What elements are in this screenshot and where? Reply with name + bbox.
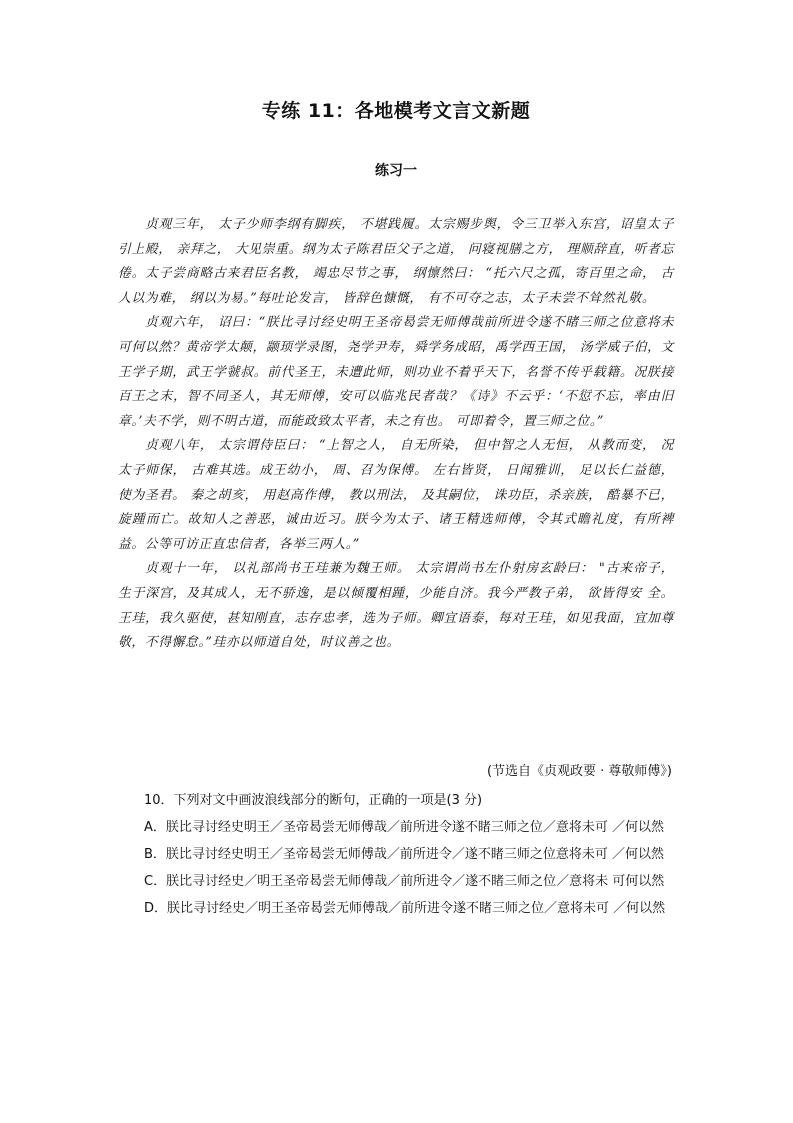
page-title: 专练 11：各地模考文言文新题 (261, 100, 531, 122)
option-c: C．朕比寻讨经史／明王圣帝曷尝无师傅哉／前所进令／遂不睹三师之位／意将未 可何以然 (144, 874, 665, 889)
passage-paragraph-2: 贞观六年， 诏曰：“朕比寻讨经史明王圣帝曷尝无师傅哉前所进令遂不睹三师之位意将未可何以然？黄帝学太颠，颛顼学录图，尧学尹寿，舜学务成昭，禹学西王国， 汤学威子伯，文王学子期，武王学虢叔。前代圣王，未遭此师，则功业不着乎天下，名誉不传乎载籍。况朕接百王之末，智不同圣人，其无师傅，安可以临兆民者哉？《诗》不云乎：‘不愆不忘，率由旧章。’夫不学，则不明古道，而能政致太平者，未之有也。 可即着令，置三师之位。” (118, 315, 674, 429)
option-b: B．朕比寻讨经史明王／圣帝曷尝无师傅哉／前所进令／遂不睹三师之位意将未可 ／何以然 (144, 847, 665, 862)
passage-paragraph-4: 贞观十一年， 以礼部尚书王珪兼为魏王师。 太宗谓尚书左仆射房玄龄曰： "古来帝子，生于深宫，及其成人，无不骄逸，是以倾覆相踵，少能自济。我今严教子弟， 欲皆得安 全。王珪，我久驱使，甚知刚直，志存忠孝，选为子师。卿宜语泰，每对王珪，如见我面，宜加尊敬，不得懈怠。”珪亦以师道自处，时议善之也。 (118, 561, 674, 651)
question-10 (118, 788, 674, 922)
option-a: A．朕比寻讨经史明王／圣帝曷尝无师傅哉／前所进令遂不睹三师之位／意将未可 ／何以然 (144, 820, 665, 835)
exercise-heading: 练习一 (375, 163, 417, 179)
passage-paragraph-1: 贞观三年， 太子少师李纲有脚疾， 不堪践履。太宗赐步舆，令三卫举入东宫，诏皇太子引上殿， 亲拜之， 大见崇重。纲为太子陈君臣父子之道， 问寝视膳之方， 理顺辞直，听者忘倦。太子尝商略古来君臣名教， 竭忠尽节之事， 纲懔然曰： “托六尺之孤，寄百里之命， 古人以为难， 纲以为易。”每吐论发言， 皆辞色慷慨， 有不可夺之志，太子未尝不耸然礼敬。 (118, 217, 674, 306)
question-stem: 10．下列对文中画波浪线部分的断句，正确的一项是(3 分) (144, 793, 483, 808)
classical-passage (118, 213, 674, 656)
passage-paragraph-3: 贞观八年， 太宗谓侍臣曰： “上智之人， 自无所染， 但中智之人无恒， 从教而变， 况太子师保， 古难其选。成王幼小， 周、召为保傅。 左右皆贤， 日闻雅训， 足以长仁益德，使为圣君。 秦之胡亥， 用赵高作傅， 教以刑法， 及其嗣位， 诛功臣，杀亲族， 酷暴不已，旋踵而亡。故知人之善恶，诚由近习。朕今为太子、诸王精选师傅，令其式瞻礼度，有所裨益。公等可访正直忠信者，各举三两人。” (118, 438, 674, 552)
option-d: D．朕比寻讨经史／明王圣帝曷尝无师傅哉／前所进令遂不睹三师之位／意将未可 ／何以然 (144, 901, 666, 916)
passage-source: (节选自《贞观政要 · 尊敬师傅》) (486, 764, 672, 779)
